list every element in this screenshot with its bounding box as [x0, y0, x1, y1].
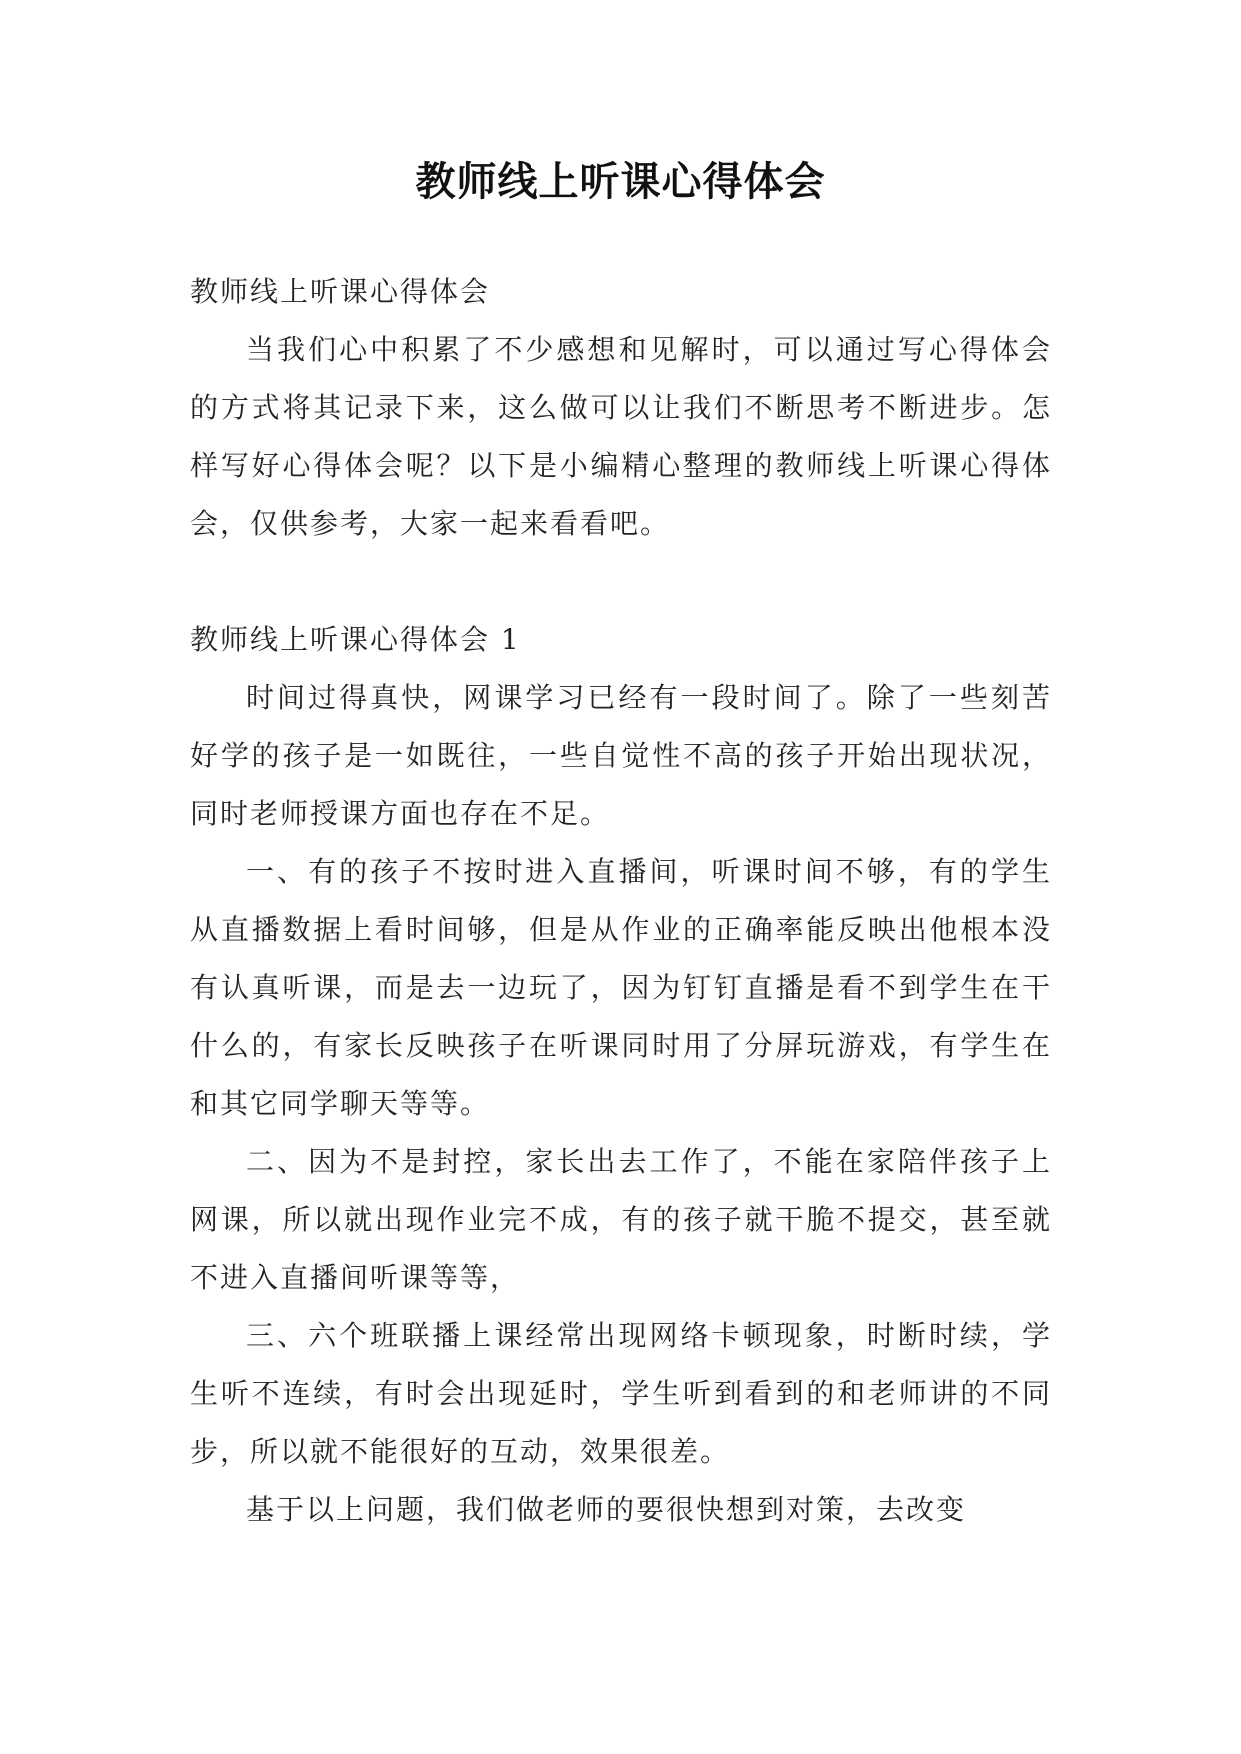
intro-paragraph: 当我们心中积累了不少感想和见解时，可以通过写心得体会的方式将其记录下来，这么做可以让我们不断思考不断进步。怎样写好心得体会呢？以下是小编精心整理的教师线上听课心得体会，仅供参考，大家一起来看看吧。 — [190, 333, 1052, 540]
section-paragraph: 二、因为不是封控，家长出去工作了，不能在家陪伴孩子上网课，所以就出现作业完不成，有的孩子就干脆不提交，甚至就不进入直播间听课等等， — [190, 1145, 1052, 1294]
section-paragraph: 基于以上问题，我们做老师的要很快想到对策，去改变 — [246, 1493, 967, 1526]
section-paragraph: 三、六个班联播上课经常出现网络卡顿现象，时断时续，学生听不连续，有时会出现延时，学生听到看到的和老师讲的不同步，所以就不能很好的互动，效果很差。 — [190, 1319, 1052, 1468]
section-spacer — [190, 553, 1052, 611]
document-body — [190, 263, 1052, 1539]
section-heading: 教师线上听课心得体会 1 — [190, 623, 521, 656]
document-title: 教师线上听课心得体会 — [415, 159, 826, 205]
section-paragraph: 时间过得真快，网课学习已经有一段时间了。除了一些刻苦好学的孩子是一如既往，一些自觉性不高的孩子开始出现状况，同时老师授课方面也存在不足。 — [190, 681, 1052, 830]
intro-heading: 教师线上听课心得体会 — [190, 275, 491, 308]
section-paragraph: 一、有的孩子不按时进入直播间，听课时间不够，有的学生从直播数据上看时间够，但是从作业的正确率能反映出他根本没有认真听课，而是去一边玩了，因为钉钉直播是看不到学生在干什么的，有家长反映孩子在听课同时用了分屏玩游戏，有学生在和其它同学聊天等等。 — [190, 855, 1052, 1120]
